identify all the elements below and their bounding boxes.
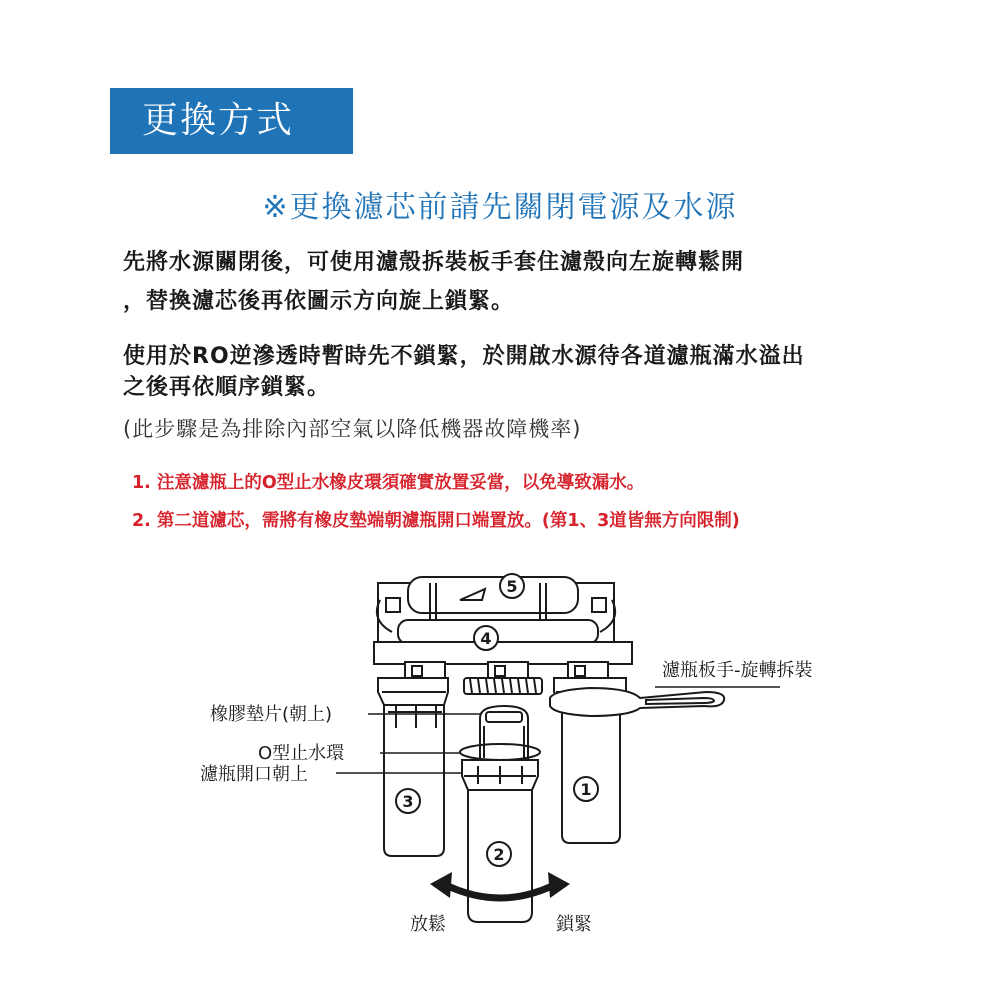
head-plate: [374, 642, 632, 664]
notice-item-2: 2. 第二道濾芯，需將有橡皮墊端朝濾瓶開口端置放。(第1、3道皆無方向限制): [132, 511, 740, 531]
instruction-line-2: ，替換濾芯後再依圖示方向旋上鎖緊。: [123, 289, 515, 314]
instruction-line-1: 先將水源關閉後，可使用濾殼拆裝板手套住濾殼向左旋轉鬆開: [123, 250, 745, 275]
filter-number-3: 3: [402, 792, 414, 811]
filter-number-4: 4: [480, 629, 492, 648]
filter-wrench: [550, 688, 724, 716]
filter-number-2: 2: [493, 845, 505, 864]
filter-number-1: 1: [580, 780, 592, 799]
label-gasket: 橡膠墊片(朝上): [210, 704, 333, 725]
label-oring: O型止水環: [258, 743, 345, 764]
filter-5-housing: [408, 577, 578, 613]
label-wrench: 濾瓶板手-旋轉拆裝: [662, 660, 813, 681]
instruction-note: (此步驟是為排除內部空氣以降低機器故障機率): [123, 417, 582, 441]
notice-item-1: 1. 注意濾瓶上的O型止水橡皮環須確實放置妥當，以免導致漏水。: [132, 473, 645, 493]
safety-warning: ※更換濾芯前請先關閉電源及水源: [262, 190, 738, 225]
section-title: 更換方式: [110, 88, 353, 154]
label-loosen: 放鬆: [410, 914, 446, 935]
instruction-line-3: 使用於RO逆滲透時暫時先不鎖緊，於開啟水源待各道濾瓶滿水溢出: [123, 344, 805, 369]
filter-2-cartridge: [480, 706, 528, 760]
filter-number-5: 5: [506, 577, 518, 596]
instruction-line-4: 之後再依順序鎖緊。: [123, 375, 331, 400]
label-opening: 濾瓶開口朝上: [200, 764, 308, 785]
label-tighten: 鎖緊: [556, 914, 592, 935]
